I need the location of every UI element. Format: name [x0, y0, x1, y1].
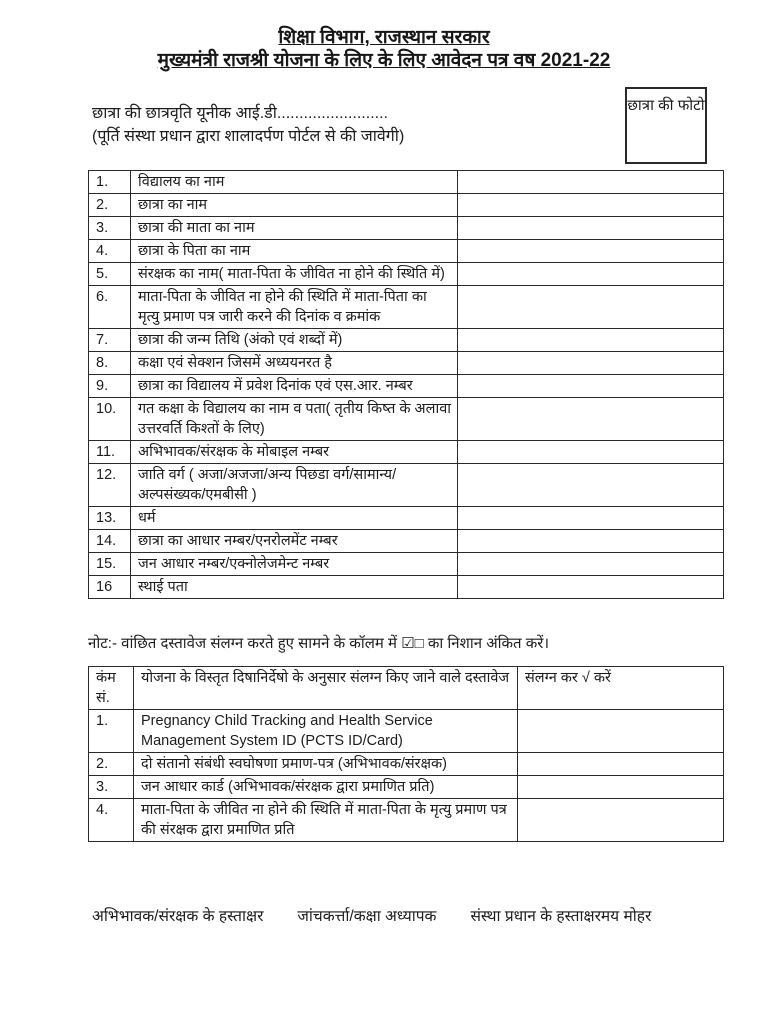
field-label-cell: छात्रा का विद्यालय में प्रवेश दिनांक एवं एस.आर. नम्बर	[131, 375, 458, 398]
document-label-cell: जन आधार कार्ड (अभिभावक/संरक्षक द्वारा प्रमाणित प्रति)	[134, 776, 518, 799]
field-value-cell	[458, 240, 724, 263]
form-header	[0, 26, 768, 72]
row-number-cell: 9.	[89, 375, 131, 398]
row-number-cell: 15.	[89, 553, 131, 576]
document-label-cell: दो संतानो संबंधी स्वघोषणा प्रमाण-पत्र (अभिभावक/संरक्षक)	[134, 753, 518, 776]
document-label-cell: Pregnancy Child Tracking and Health Service Management System ID (PCTS ID/Card)	[134, 710, 518, 753]
document-label-cell: माता-पिता के जीवित ना होने की स्थिति में माता-पिता के मृत्यु प्रमाण पत्र की संरक्षक द्वारा प्रमाणित प्रति	[134, 799, 518, 842]
table-row	[89, 352, 724, 375]
check-value-cell	[518, 753, 724, 776]
field-label-cell: छात्रा के पिता का नाम	[131, 240, 458, 263]
field-label-cell: छात्रा की माता का नाम	[131, 217, 458, 240]
field-label-cell: छात्रा की जन्म तिथि (अंको एवं शब्दों में)	[131, 329, 458, 352]
table-row	[89, 375, 724, 398]
field-value-cell	[458, 194, 724, 217]
field-value-cell	[458, 398, 724, 441]
table-row	[89, 441, 724, 464]
row-number-cell: 2.	[89, 194, 131, 217]
table-row	[89, 553, 724, 576]
table-row	[89, 240, 724, 263]
student-details-table	[88, 170, 724, 599]
table-row	[89, 329, 724, 352]
field-value-cell	[458, 576, 724, 599]
field-label-cell: छात्रा का आधार नम्बर/एनरोलमेंट नम्बर	[131, 530, 458, 553]
table-row	[89, 507, 724, 530]
documents-table-header-row	[89, 667, 724, 710]
field-value-cell	[458, 171, 724, 194]
field-value-cell	[458, 464, 724, 507]
attachment-note: नोट:- वांछित दस्तावेज संलग्न करते हुए सामने के कॉलम में ☑□ का निशान अंकित करें।	[88, 635, 550, 652]
row-number-cell: 5.	[89, 263, 131, 286]
field-label-cell: कक्षा एवं सेक्शन जिसमें अध्ययनरत है	[131, 352, 458, 375]
check-value-cell	[518, 776, 724, 799]
check-value-cell	[518, 799, 724, 842]
field-value-cell	[458, 441, 724, 464]
field-value-cell	[458, 507, 724, 530]
verifier-teacher-label: जांचकर्त्ता/कक्षा अध्यापक	[297, 908, 437, 925]
table-row	[89, 464, 724, 507]
table-row	[89, 753, 724, 776]
row-number-cell: 2.	[89, 753, 134, 776]
row-number-cell: 7.	[89, 329, 131, 352]
field-label-cell: माता-पिता के जीवित ना होने की स्थिति में माता-पिता का मृत्यु प्रमाण पत्र जारी करने की दिनांक व क्रमांक	[131, 286, 458, 329]
field-value-cell	[458, 217, 724, 240]
row-number-cell: 1.	[89, 171, 131, 194]
documents-table	[88, 666, 724, 842]
row-number-cell: 3.	[89, 776, 134, 799]
row-number-cell: 12.	[89, 464, 131, 507]
row-number-cell: 4.	[89, 799, 134, 842]
principal-signature-seal-label: संस्था प्रधान के हस्ताक्षरमय मोहर	[470, 908, 652, 925]
guardian-signature-label: अभिभावक/संरक्षक के हस्ताक्षर	[92, 908, 264, 925]
serial-number-header-cell: कंम सं.	[89, 667, 134, 710]
field-value-cell	[458, 329, 724, 352]
table-row	[89, 776, 724, 799]
field-label-cell: जाति वर्ग ( अजा/अजजा/अन्य पिछडा वर्ग/सामान्य/ अल्पसंख्यक/एमबीसी )	[131, 464, 458, 507]
table-row	[89, 286, 724, 329]
row-number-cell: 10.	[89, 398, 131, 441]
table-row	[89, 576, 724, 599]
field-label-cell: अभिभावक/संरक्षक के मोबाइल नम्बर	[131, 441, 458, 464]
check-value-cell	[518, 710, 724, 753]
row-number-cell: 16	[89, 576, 131, 599]
signature-row	[92, 906, 768, 927]
field-label-cell: धर्म	[131, 507, 458, 530]
field-label-cell: स्थाई पता	[131, 576, 458, 599]
row-number-cell: 11.	[89, 441, 131, 464]
field-label-cell: जन आधार नम्बर/एक्नोलेजमेन्ट नम्बर	[131, 553, 458, 576]
row-number-cell: 14.	[89, 530, 131, 553]
photo-box	[625, 87, 707, 164]
row-number-cell: 6.	[89, 286, 131, 329]
field-value-cell	[458, 553, 724, 576]
row-number-cell: 4.	[89, 240, 131, 263]
field-value-cell	[458, 375, 724, 398]
table-row	[89, 194, 724, 217]
field-label-cell: छात्रा का नाम	[131, 194, 458, 217]
table-row	[89, 799, 724, 842]
photo-box-label: छात्रा की फोटो	[627, 97, 705, 114]
table-row	[89, 530, 724, 553]
field-value-cell	[458, 286, 724, 329]
table-row	[89, 217, 724, 240]
table-row	[89, 398, 724, 441]
field-label-cell: विद्यालय का नाम	[131, 171, 458, 194]
form-title-line2: मुख्यमंत्री राजश्री योजना के लिए के लिए आवेदन पत्र वष 2021-22	[157, 50, 611, 71]
table-row	[89, 171, 724, 194]
table-row	[89, 263, 724, 286]
attach-check-header-cell: संलग्न कर √ करें	[518, 667, 724, 710]
table-row	[89, 710, 724, 753]
form-title-line1: शिक्षा विभाग, राजस्थान सरकार	[278, 27, 490, 48]
scholarship-id-section	[92, 102, 562, 148]
field-label-cell: संरक्षक का नाम( माता-पिता के जीवित ना होने की स्थिति में)	[131, 263, 458, 286]
scholarship-id-fill-note: (पूर्ति संस्था प्रधान द्वारा शालादर्पण पोर्टल से की जावेगी)	[92, 128, 405, 145]
document-description-header-cell: योजना के विस्तृत दिषानिर्देषो के अनुसार संलग्न किए जाने वाले दस्तावेज	[134, 667, 518, 710]
row-number-cell: 1.	[89, 710, 134, 753]
row-number-cell: 3.	[89, 217, 131, 240]
scholarship-unique-id-line: छात्रा की छात्रवृति यूनीक आई.डी.........................	[92, 105, 388, 122]
field-label-cell: गत कक्षा के विद्यालय का नाम व पता( तृतीय किष्त के अलावा उत्तरवर्ति किश्तों के लिए)	[131, 398, 458, 441]
field-value-cell	[458, 263, 724, 286]
row-number-cell: 13.	[89, 507, 131, 530]
field-value-cell	[458, 530, 724, 553]
field-value-cell	[458, 352, 724, 375]
row-number-cell: 8.	[89, 352, 131, 375]
